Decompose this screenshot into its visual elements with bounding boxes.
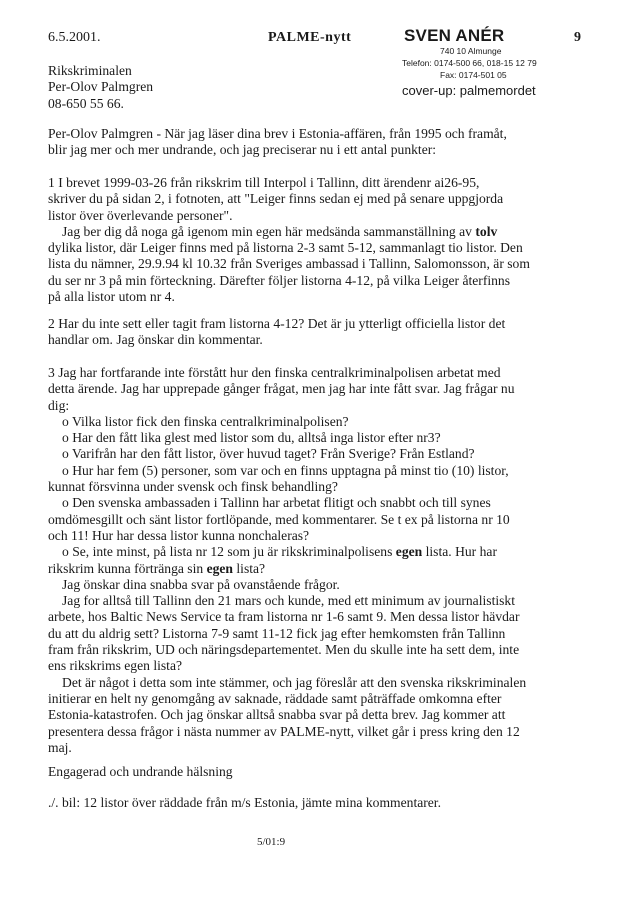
intro-paragraph — [48, 126, 596, 159]
question-item: o Hur har fem (5) personer, som var och en finns upptagna på minst tio (10) listor, — [62, 462, 509, 478]
enclosure-note: ./. bil: 12 listor över räddade från m/s Estonia, jämte mina kommentarer. — [48, 795, 441, 810]
emphasis-tolv: tolv — [475, 223, 498, 239]
recipient-org: Rikskriminalen — [48, 63, 132, 78]
text-line: Jag önskar dina snabba svar på ovanstående frågor. — [62, 576, 340, 592]
text-line: 1 I brevet 1999-03-26 från rikskrim till Interpol i Tallinn, ditt ärendenr ai26-95, — [48, 175, 480, 190]
point-1-paragraph — [48, 175, 596, 305]
text-line: blir jag mer och mer undrande, och jag preciserar nu i ett antal punkter: — [48, 142, 437, 158]
text-line: maj. — [48, 739, 72, 755]
text-line — [48, 224, 596, 240]
point-3-paragraph — [48, 365, 596, 756]
closing-line: Engagerad och undrande hälsning — [48, 764, 233, 779]
newsletter-title: PALME-nytt — [268, 30, 352, 45]
text-line: Estonia-katastrofen. Och jag önskar alltså snabba svar på detta brev. Jag kommer att — [48, 707, 506, 723]
recipient-name: Per-Olov Palmgren — [48, 79, 154, 95]
text-line: Det är något i detta som inte stämmer, och jag föreslår att den svenska rikskriminalen — [62, 674, 527, 690]
text-line: du att du aldrig sett? Listorna 7-9 samt 11-12 fick jag efter hemkomsten från Tallinn — [48, 625, 506, 641]
sender-postal: 740 10 Almunge — [440, 46, 502, 56]
letter-date: 6.5.2001. — [48, 30, 101, 45]
text-line: du ser nr 3 på min förteckning. Därefter följer listorna 4-12, på vilka Leiger återfinns — [48, 272, 511, 288]
text-line: Per-Olov Palmgren - När jag läser dina brev i Estonia-affären, från 1995 och framåt, — [48, 126, 507, 141]
emphasis-egen: egen — [206, 560, 233, 576]
footer-code: 5/01:9 — [257, 836, 286, 848]
text-line: listor över överlevande personer". — [48, 207, 233, 223]
text-run: o Se, inte minst, på lista nr 12 som ju är rikskriminalpolisens — [62, 544, 396, 560]
question-item — [48, 544, 596, 560]
text-line: skriver du på sidan 2, i fotnoten, att "Leiger finns sedan ej med på senare uppgjorda — [48, 191, 504, 207]
question-item: o Den svenska ambassaden i Tallinn har arbetat flitigt och snabbt och till synes — [62, 495, 491, 511]
text-run: lista? — [233, 560, 266, 576]
text-line: lista du nämner, 29.9.94 kl 10.32 från Sveriges ambassad i Tallinn, Salomonsson, är som — [48, 256, 530, 272]
text-run: rikskrim kunna förtränga sin — [48, 560, 207, 576]
question-item: o Vilka listor fick den finska centralkriminalpolisen? — [62, 413, 349, 429]
recipient-phone: 08-650 55 66. — [48, 95, 124, 111]
text-line: dig: — [48, 397, 70, 413]
text-run: Jag ber dig då noga gå igenom min egen här medsända sammanställning av — [62, 223, 476, 239]
sender-name: SVEN ANÉR — [404, 26, 505, 45]
text-line — [48, 561, 596, 577]
emphasis-egen: egen — [395, 544, 423, 560]
text-line: fram från rikskrim, UD och näringsdepartementet. Men du skulle inte ha sett dem, inte — [48, 642, 520, 658]
sender-phone: Telefon: 0174-500 66, 018-15 12 79 — [402, 58, 537, 68]
sender-cover-up: cover-up: palmemordet — [402, 83, 536, 98]
text-run: lista. Hur har — [422, 544, 497, 560]
question-item: o Varifrån har den fått listor, över huvud taget? Från Sverige? Från Estland? — [62, 446, 475, 462]
sender-fax: Fax: 0174-501 05 — [440, 70, 507, 80]
text-line: 2 Har du inte sett eller tagit fram listorna 4-12? Det är ju ytterligt officiella listor det — [48, 316, 506, 331]
question-item: o Har den fått lika glest med listor som du, alltså inga listor efter nr3? — [62, 430, 441, 446]
text-line: Jag for alltså till Tallinn den 21 mars och kunde, med ett minimum av journalistiskt — [62, 593, 515, 609]
text-line: kunnat försvinna under svensk och finsk behandling? — [48, 479, 338, 495]
page-number: 9 — [574, 30, 581, 45]
text-line: dylika listor, där Leiger finns med på listorna 2-3 samt 5-12, sammanlagt tio listor. Den — [48, 240, 523, 256]
text-line: initierar en helt ny genomgång av saknade, räddade samt påträffade omkomna efter — [48, 690, 502, 706]
recipient-block — [48, 63, 153, 112]
text-line: och 11! Hur har dessa listor kunna nonchaleras? — [48, 527, 310, 543]
text-line: handlar om. Jag önskar din kommentar. — [48, 332, 263, 348]
text-line: presentera dessa frågor i nästa nummer av PALME-nytt, vilket går i press kring den 12 — [48, 723, 520, 739]
text-line: 3 Jag har fortfarande inte förstått hur den finska centralkriminalpolisen arbetat med — [48, 365, 501, 380]
text-line: detta ärende. Jag har upprepade gånger frågat, men jag har inte fått svar. Jag frågar nu — [48, 381, 515, 397]
text-line: på alla listor utom nr 4. — [48, 289, 175, 305]
text-line: ens rikskrims egen lista? — [48, 658, 183, 674]
text-line: arbete, hos Baltic News Service ta fram listorna nr 1-6 samt 9. Men dessa listor hävdar — [48, 609, 520, 625]
text-line: omdömesgillt och sänt listor fortlöpande, med kommentarer. Se t ex på listorna nr 10 — [48, 511, 510, 527]
point-2-paragraph — [48, 316, 596, 349]
